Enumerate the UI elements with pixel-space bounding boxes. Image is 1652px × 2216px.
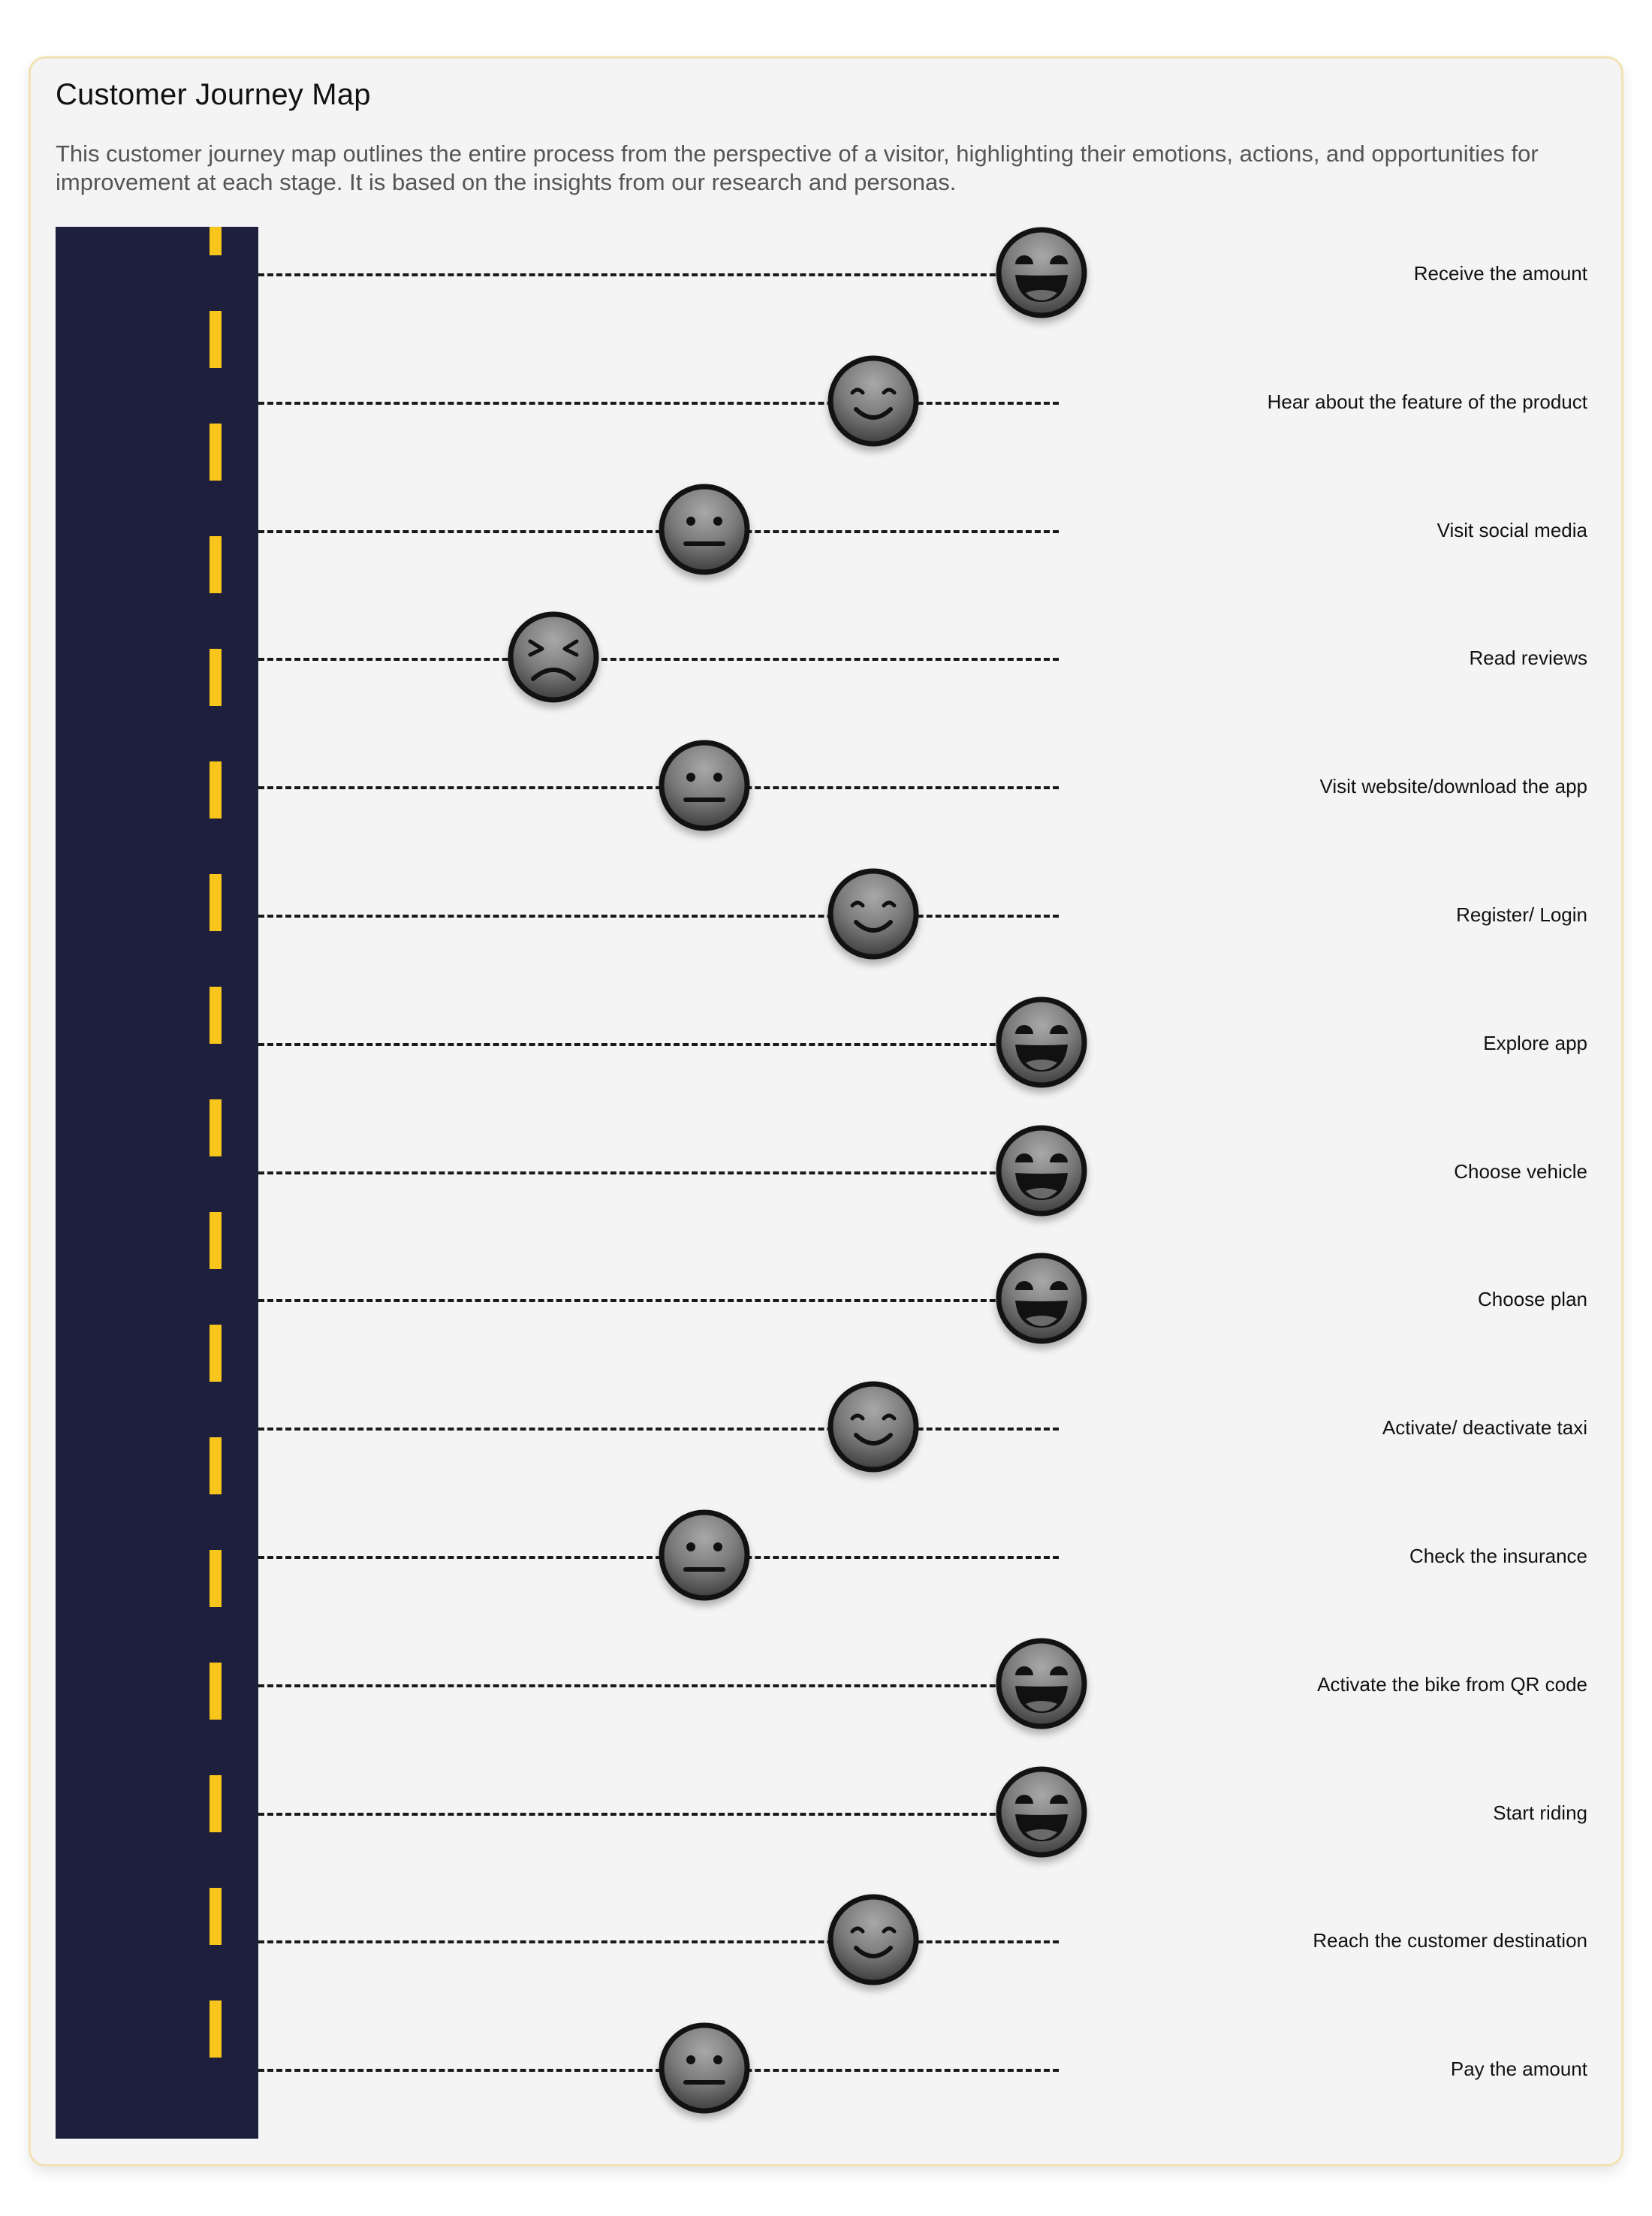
journey-map-card xyxy=(29,56,1623,2166)
page-title: Customer Journey Map xyxy=(56,78,371,111)
lane-marking xyxy=(210,649,222,706)
step-label: Visit social media xyxy=(1436,519,1587,541)
smiling-face-icon xyxy=(828,868,919,960)
step-dashed-line xyxy=(258,1428,1059,1431)
step-label: Choose plan xyxy=(1478,1288,1587,1310)
page-description: This customer journey map outlines the entire process from the perspective of a visitor, highlighting their emotions, actions, and opportunities for improvement at each stage. It is based on the insights from our research and personas. xyxy=(56,140,1539,195)
lane-marking xyxy=(210,987,222,1044)
smiling-face-icon xyxy=(828,1381,919,1473)
step-label: Receive the amount xyxy=(1413,262,1587,285)
step-dashed-line xyxy=(258,1043,1059,1046)
step-dashed-line xyxy=(258,658,1059,661)
step-dashed-line xyxy=(258,1299,1059,1302)
step-label: Hear about the feature of the product xyxy=(1267,390,1587,413)
step-dashed-line xyxy=(258,273,1059,276)
step-label: Register/ Login xyxy=(1456,903,1587,926)
step-dashed-line xyxy=(258,1940,1059,1943)
step-label: Check the insurance xyxy=(1409,1545,1587,1567)
lane-marking xyxy=(210,1099,222,1156)
step-label: Read reviews xyxy=(1469,647,1587,669)
neutral-face-icon xyxy=(659,484,750,575)
lane-marking xyxy=(210,1325,222,1382)
lane-marking xyxy=(210,2000,222,2058)
lane-marking xyxy=(210,311,222,368)
frustrated-face-icon xyxy=(508,611,599,703)
lane-marking xyxy=(210,1212,222,1269)
step-label: Reach the customer destination xyxy=(1313,1929,1587,1952)
neutral-face-icon xyxy=(659,2022,750,2114)
neutral-face-icon xyxy=(659,1509,750,1601)
step-label: Activate/ deactivate taxi xyxy=(1382,1416,1587,1439)
smiling-face-icon xyxy=(828,355,919,447)
step-dashed-line xyxy=(258,1813,1059,1816)
step-dashed-line xyxy=(258,402,1059,405)
lane-marking xyxy=(210,1775,222,1832)
step-label: Explore app xyxy=(1483,1032,1587,1054)
lane-marking xyxy=(210,874,222,931)
step-label: Activate the bike from QR code xyxy=(1317,1673,1587,1696)
lane-marking xyxy=(210,1437,222,1494)
lane-marking xyxy=(210,1888,222,1945)
step-dashed-line xyxy=(258,915,1059,918)
road xyxy=(56,227,258,2139)
smiling-face-icon xyxy=(828,1894,919,1985)
lane-marking xyxy=(210,1663,222,1720)
step-label: Pay the amount xyxy=(1450,2058,1587,2080)
lane-marking xyxy=(210,1550,222,1607)
lane-marking xyxy=(210,227,222,255)
step-dashed-line xyxy=(258,1684,1059,1687)
lane-marking xyxy=(210,424,222,481)
step-label: Start riding xyxy=(1493,1801,1587,1824)
lane-marking xyxy=(210,536,222,593)
neutral-face-icon xyxy=(659,740,750,831)
lane-marking xyxy=(210,761,222,819)
step-label: Choose vehicle xyxy=(1454,1160,1587,1183)
step-label: Visit website/download the app xyxy=(1319,775,1587,797)
step-dashed-line xyxy=(258,1171,1059,1174)
